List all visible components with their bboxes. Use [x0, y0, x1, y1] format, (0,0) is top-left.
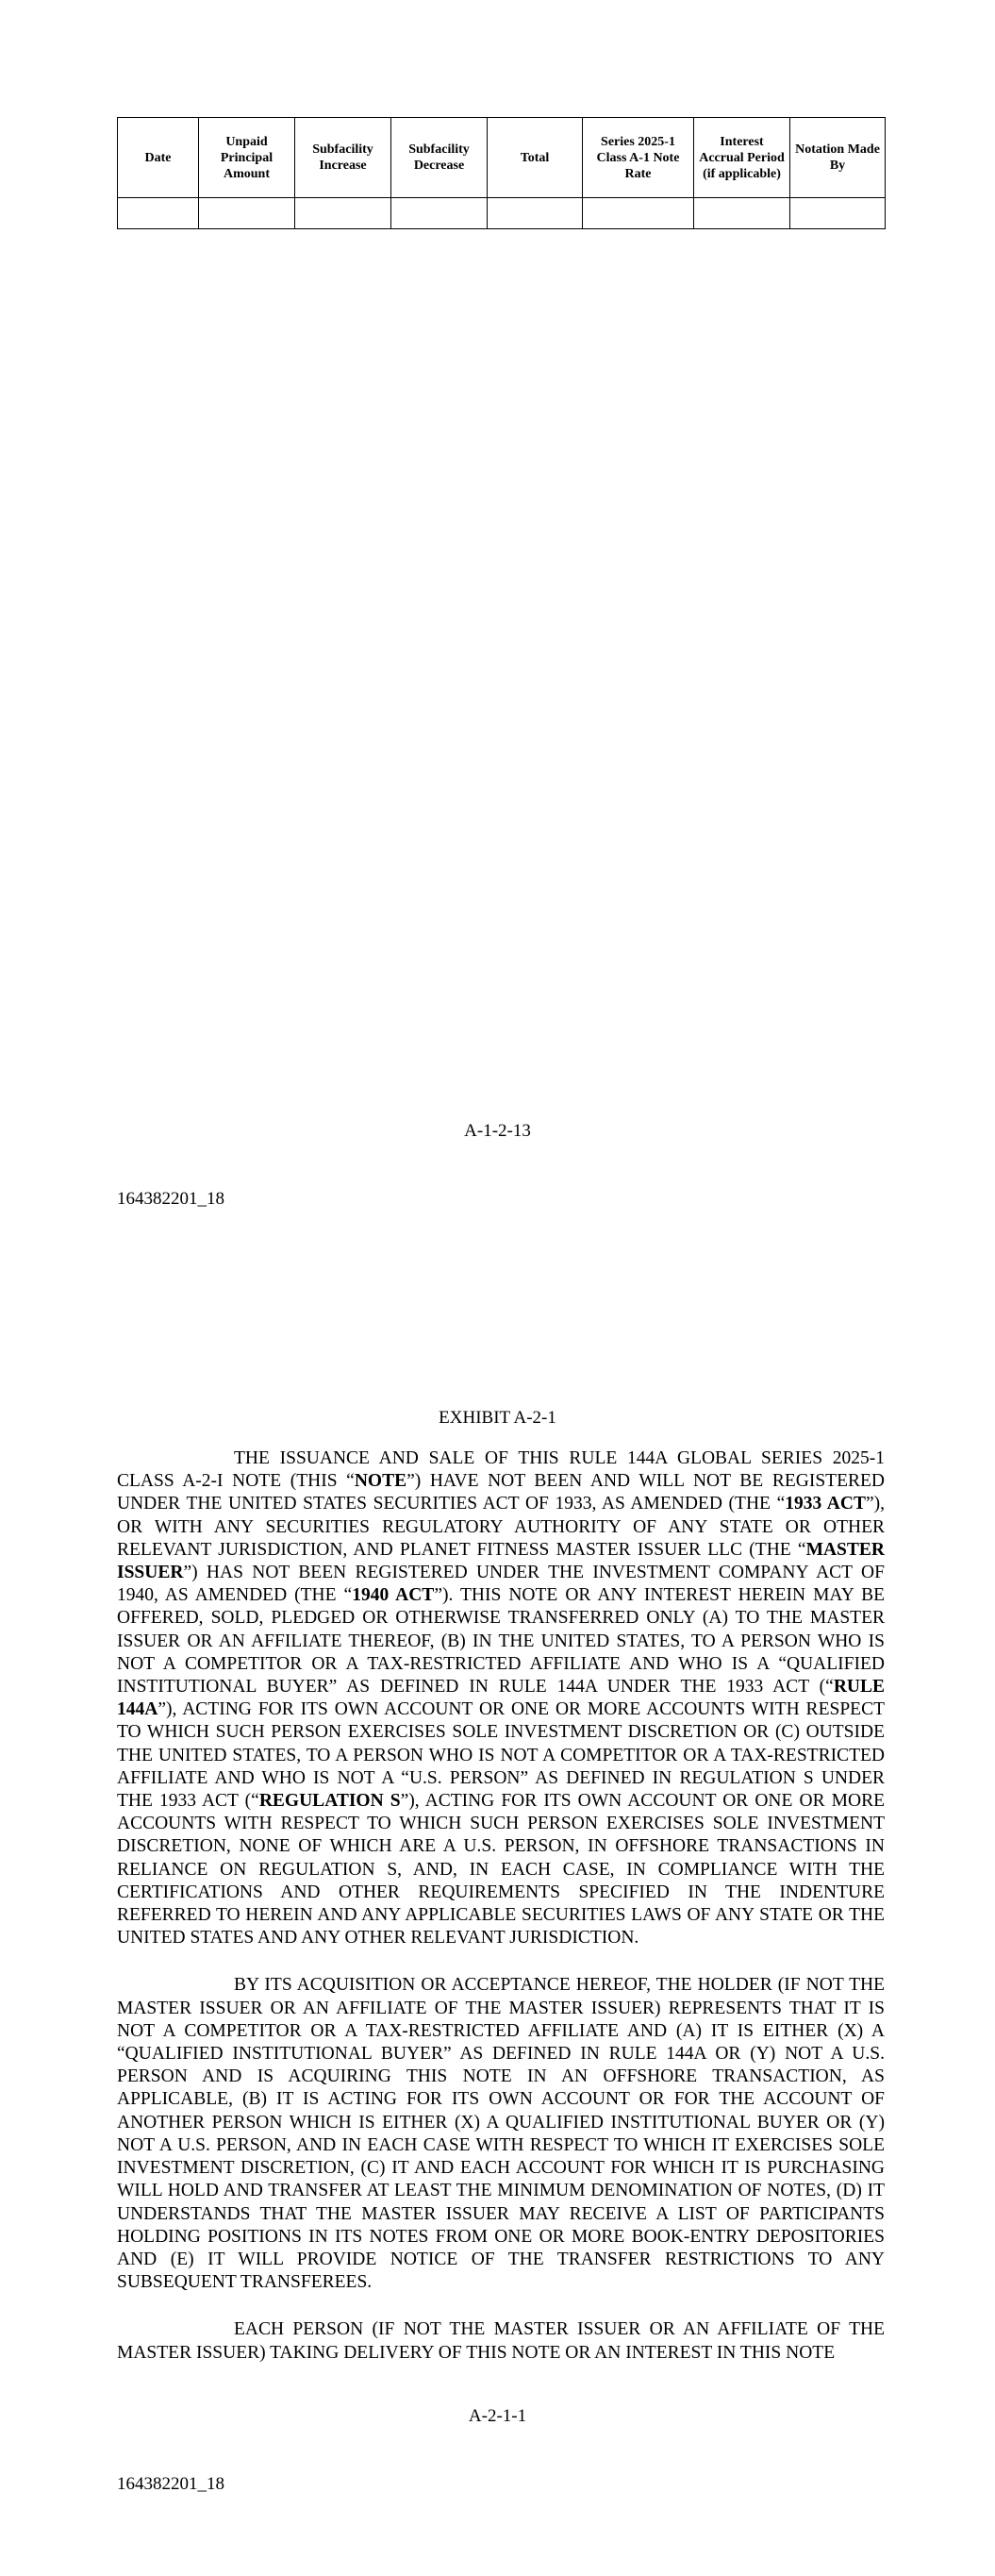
defined-term-regulation-s: REGULATION S [258, 1791, 401, 1812]
header-total: Total [488, 118, 583, 198]
defined-term-1933-act: 1933 ACT [785, 1494, 866, 1514]
table-cell [199, 198, 295, 229]
doc-id-top: 164382201_18 [117, 1189, 224, 1209]
doc-id-bottom: 164382201_18 [117, 2474, 224, 2494]
header-note-rate: Series 2025-1 Class A-1 Note Rate [583, 118, 694, 198]
table-cell [295, 198, 391, 229]
defined-term-rule-144a: RULE 144A [117, 1677, 885, 1720]
legend-paragraph-1: THE ISSUANCE AND SALE OF THIS RULE 144A GLOBAL SERIES 2025-1 CLASS A-2-I NOTE (THIS “NOTE”) HAVE NOT BEEN AND WILL NOT BE REGISTERED UNDER THE UNITED STATES SECURITIES ACT OF 1933, AS AMENDED (THE “1933 ACT”), OR WITH ANY SECURITIES REGULATORY AUTHORITY OF ANY STATE OR OTHER RELEVANT JURISDICTION, AND PLANET FITNESS MASTER ISSUER LLC (THE “MASTER ISSUER”) HAS NOT BEEN REGISTERED UNDER THE INVESTMENT COMPANY ACT OF 1940, AS AMENDED (THE “1940 ACT”). THIS NOTE OR ANY INTEREST HEREIN MAY BE OFFERED, SOLD, PLEDGED OR OTHERWISE TRANSFERRED ONLY (A) TO THE MASTER ISSUER OR AN AFFILIATE THEREOF, (B) IN THE UNITED STATES, TO A PERSON WHO IS NOT A COMPETITOR OR A TAX-RESTRICTED AFFILIATE AND WHO IS A “QUALIFIED INSTITUTIONAL BUYER” AS DEFINED IN RULE 144A UNDER THE 1933 ACT (“RULE 144A”), ACTING FOR ITS OWN ACCOUNT OR ONE OR MORE ACCOUNTS WITH RESPECT TO WHICH SUCH PERSON EXERCISES SOLE INVESTMENT DISCRETION OR (C) OUTSIDE THE UNITED STATES, TO A PERSON WHO IS NOT A COMPETITOR OR A TAX-RESTRICTED AFFILIATE AND WHO IS NOT A “U.S. PERSON” AS DEFINED IN REGULATION S UNDER THE 1933 ACT (“REGULATION S”), ACTING FOR ITS OWN ACCOUNT OR ONE OR MORE ACCOUNTS WITH RESPECT TO WHICH SUCH PERSON EXERCISES SOLE INVESTMENT DISCRETION, NONE OF WHICH ARE A U.S. PERSON, IN OFFSHORE TRANSACTIONS IN RELIANCE ON REGULATION S, AND, IN EACH CASE, IN COMPLIANCE WITH THE CERTIFICATIONS AND OTHER REQUIREMENTS SPECIFIED IN THE INDENTURE REFERRED TO HEREIN AND ANY APPLICABLE SECURITIES LAWS OF ANY STATE OR THE UNITED STATES AND ANY OTHER RELEVANT JURISDICTION. [117, 1448, 885, 1949]
header-subfacility-decrease: Subfacility Decrease [391, 118, 488, 198]
table-cell [583, 198, 694, 229]
defined-term-master-issuer: MASTER ISSUER [117, 1539, 885, 1583]
header-notation-made-by: Notation Made By [790, 118, 886, 198]
table-cell [391, 198, 488, 229]
legend-paragraph-2: BY ITS ACQUISITION OR ACCEPTANCE HEREOF, THE HOLDER (IF NOT THE MASTER ISSUER OR AN AFFILIATE OF THE MASTER ISSUER) REPRESENTS THAT IT IS NOT A COMPETITOR OR A TAX-RESTRICTED AFFILIATE AND (A) IT IS EITHER (X) A “QUALIFIED INSTITUTIONAL BUYER” AS DEFINED IN RULE 144A OR (Y) NOT A U.S. PERSON AND IS ACQUIRING THIS NOTE IN AN OFFSHORE TRANSACTION, AS APPLICABLE, (B) IT IS ACTING FOR ITS OWN ACCOUNT OR FOR THE ACCOUNT OF ANOTHER PERSON WHICH IS EITHER (X) A QUALIFIED INSTITUTIONAL BUYER OR (Y) NOT A U.S. PERSON, AND IN EACH CASE WITH RESPECT TO WHICH IT EXERCISES SOLE INVESTMENT DISCRETION, (C) IT AND EACH ACCOUNT FOR WHICH IT IS PURCHASING WILL HOLD AND TRANSFER AT LEAST THE MINIMUM DENOMINATION OF NOTES, (D) IT UNDERSTANDS THAT THE MASTER ISSUER MAY RECEIVE A LIST OF PARTICIPANTS HOLDING POSITIONS IN ITS NOTES FROM ONE OR MORE BOOK-ENTRY DEPOSITORIES AND (E) IT WILL PROVIDE NOTICE OF THE TRANSFER RESTRICTIONS TO ANY SUBSEQUENT TRANSFEREES. [117, 1975, 885, 2293]
table-cell [694, 198, 790, 229]
header-unpaid-principal: Unpaid Principal Amount [199, 118, 295, 198]
header-interest-accrual-period: Interest Accrual Period (if applicable) [694, 118, 790, 198]
defined-term-note: NOTE [354, 1471, 407, 1492]
table-cell [118, 198, 199, 229]
exhibit-body [117, 1447, 885, 2389]
table-cell [488, 198, 583, 229]
page-number-top: A-1-2-13 [464, 1121, 531, 1141]
legend-paragraph-3: EACH PERSON (IF NOT THE MASTER ISSUER OR AN AFFILIATE OF THE MASTER ISSUER) TAKING DELIVERY OF THIS NOTE OR AN INTEREST IN THIS NOTE [117, 2319, 885, 2363]
table-header-row [118, 118, 886, 198]
notation-table [117, 117, 886, 229]
header-subfacility-increase: Subfacility Increase [295, 118, 391, 198]
table-row [118, 198, 886, 229]
defined-term-1940-act: 1940 ACT [352, 1585, 435, 1606]
page-number-bottom: A-2-1-1 [468, 2406, 527, 2426]
header-date: Date [118, 118, 199, 198]
table-cell [790, 198, 886, 229]
exhibit-title: EXHIBIT A-2-1 [439, 1408, 556, 1428]
